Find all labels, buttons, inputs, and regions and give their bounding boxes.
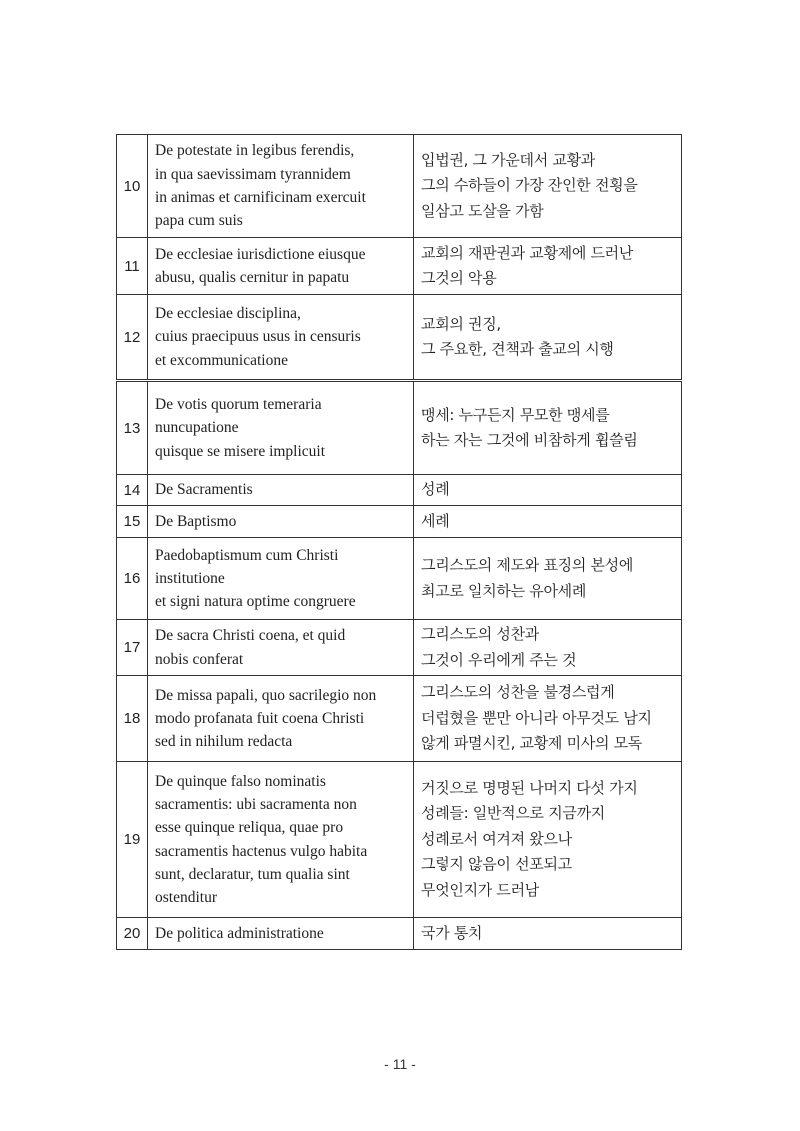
table-row [117,538,682,620]
latin-title [148,238,414,295]
latin-title [148,762,414,918]
latin-line: De potestate in legibus ferendis, [155,142,355,160]
row-number: 16 [117,538,148,620]
row-number: 18 [117,676,148,762]
latin-line: cuius praecipuus usus in censuris [155,328,361,346]
latin-line: abusu, qualis cernitur in papatu [155,269,350,286]
latin-line: Paedobaptismum cum Christi [155,546,339,564]
latin-line: sacramentis: ubi sacramenta non [155,795,357,813]
korean-title [414,506,682,538]
row-number: 19 [117,762,148,918]
latin-line: De votis quorum temeraria [155,396,322,414]
latin-line: ostenditur [155,889,217,907]
latin-line: in animas et carnificinam exercuit [155,189,366,206]
korean-title [414,676,682,762]
row-number: 12 [117,295,148,381]
korean-line: 입법권, 그 가운데서 교황과 [421,150,595,169]
latin-line: sacramentis hactenus vulgo habita [155,842,368,860]
korean-line: 더럽혔을 뿐만 아니라 아무것도 남지 [421,708,652,727]
latin-line: De ecclesiae iurisdictione eiusque [155,245,366,263]
chapter-table [116,134,682,950]
row-number: 14 [117,475,148,506]
latin-line: De sacra Christi coena, et quid [155,627,346,645]
latin-line: nuncupatione [155,419,239,437]
table-row [117,295,682,381]
latin-line: et excommunicatione [155,351,288,369]
latin-title [148,676,414,762]
latin-line: in qua saevissimam tyrannidem [155,165,351,183]
korean-title [414,620,682,676]
latin-title [148,381,414,475]
korean-line: 그것이 우리에게 주는 것 [421,650,577,669]
latin-line: et signi natura optime congruere [155,593,356,611]
latin-line: institutione [155,569,225,587]
korean-line: 무엇인지가 드러남 [421,880,539,899]
row-number: 11 [117,238,148,295]
korean-line: 일삼고 도살을 가함 [421,201,544,220]
korean-line: 세례 [421,511,450,530]
table-row [117,918,682,950]
chapter-table-body [117,135,682,950]
latin-title [148,295,414,381]
latin-title [148,135,414,238]
latin-line: De Sacramentis [155,481,253,499]
latin-title [148,475,414,506]
korean-line: 거짓으로 명명된 나머지 다섯 가지 [421,778,638,797]
table-row [117,381,682,475]
table-row [117,620,682,676]
korean-line: 성례들: 일반적으로 지금까지 [421,804,605,823]
latin-line: De politica administratione [155,924,324,942]
latin-line: De ecclesiae disciplina, [155,305,301,323]
row-number: 13 [117,381,148,475]
korean-title [414,238,682,295]
korean-line: 그의 수하들이 가장 잔인한 전횡을 [421,176,638,195]
table-row [117,762,682,918]
korean-line: 국가 통치 [421,923,483,942]
latin-line: sunt, declaratur, tum qualia sint [155,865,350,883]
latin-line: sed in nihilum redacta [155,733,293,751]
korean-line: 그 주요한, 견책과 출교의 시행 [421,340,614,358]
table-row [117,135,682,238]
korean-title [414,295,682,381]
latin-title [148,506,414,538]
korean-line: 그리스도의 성찬을 불경스럽게 [421,683,615,702]
korean-line: 성례 [421,480,450,499]
korean-line: 최고로 일치하는 유아세례 [421,581,587,600]
latin-line: esse quinque reliqua, quae pro [155,819,344,837]
korean-line: 교회의 재판권과 교황제에 드러난 [421,243,634,262]
korean-line: 성례로서 여겨져 왔으나 [421,829,572,848]
row-number: 17 [117,620,148,676]
latin-line: modo profanata fuit coena Christi [155,709,365,727]
table-row [117,238,682,295]
latin-line: De quinque falso nominatis [155,772,326,790]
latin-line: nobis conferat [155,650,244,668]
korean-title [414,475,682,506]
latin-title [148,918,414,950]
row-number: 20 [117,918,148,950]
korean-title [414,538,682,620]
latin-title [148,620,414,676]
row-number: 15 [117,506,148,538]
korean-line: 하는 자는 그것에 비참하게 휩쓸림 [421,431,638,449]
table-row [117,676,682,762]
korean-line: 그렇지 않음이 선포되고 [421,855,572,874]
korean-line: 않게 파멸시킨, 교황제 미사의 모독 [421,734,643,753]
table-row [117,506,682,538]
row-number: 10 [117,135,148,238]
latin-line: De Baptismo [155,512,237,530]
korean-line: 맹세: 누구든지 무모한 맹세를 [421,405,610,424]
korean-line: 교회의 권징, [421,314,501,333]
latin-line: De missa papali, quo sacrilegio non [155,686,377,704]
page-number: - 11 - [384,1056,416,1072]
latin-line: papa cum suis [155,212,243,230]
korean-line: 그것의 악용 [421,269,497,287]
latin-title [148,538,414,620]
table-row [117,475,682,506]
latin-line: quisque se misere implicuit [155,442,326,460]
korean-title [414,381,682,475]
korean-title [414,135,682,238]
korean-line: 그리스도의 성찬과 [421,625,539,643]
korean-title [414,918,682,950]
korean-title [414,762,682,918]
korean-line: 그리스도의 제도와 표징의 본성에 [421,556,634,574]
